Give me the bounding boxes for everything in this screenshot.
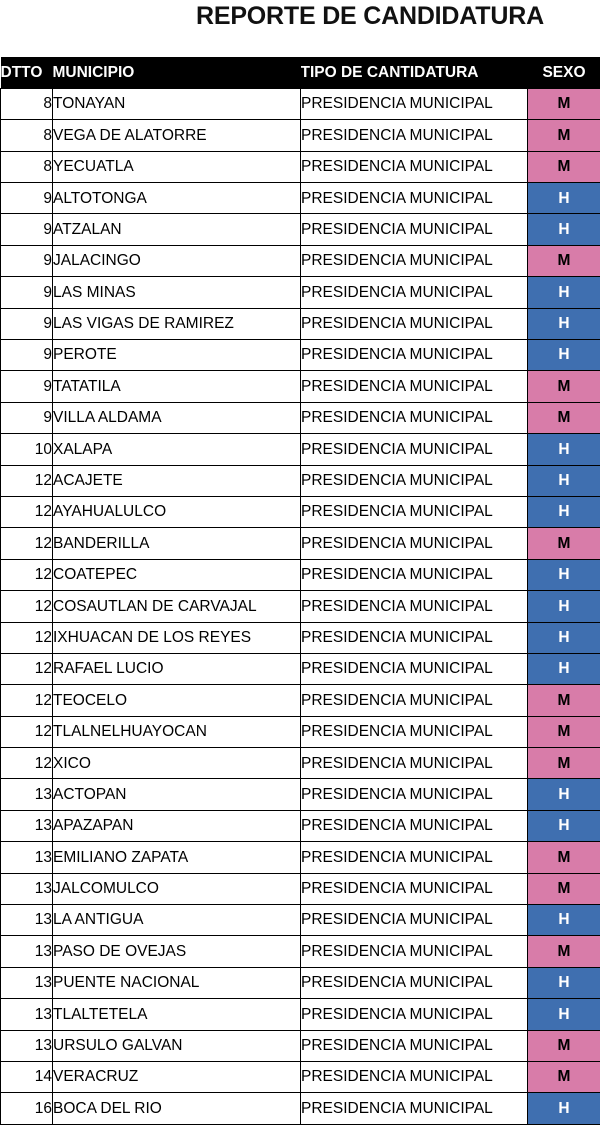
cell-tipo-de-candidatura: PRESIDENCIA MUNICIPAL xyxy=(301,371,528,402)
cell-municipio: EMILIANO ZAPATA xyxy=(53,842,301,873)
cell-sexo: M xyxy=(528,716,600,747)
page-title: REPORTE DE CANDIDATURA xyxy=(196,2,544,30)
cell-municipio: TATATILA xyxy=(53,371,301,402)
table-row xyxy=(1,842,600,873)
cell-municipio: LAS VIGAS DE RAMIREZ xyxy=(53,308,301,339)
table-row xyxy=(1,434,600,465)
cell-dtto: 12 xyxy=(1,716,53,747)
table-row xyxy=(1,1030,600,1061)
cell-dtto: 13 xyxy=(1,873,53,904)
cell-tipo-de-candidatura: PRESIDENCIA MUNICIPAL xyxy=(301,779,528,810)
cell-tipo-de-candidatura: PRESIDENCIA MUNICIPAL xyxy=(301,1093,528,1124)
cell-sexo: H xyxy=(528,1093,600,1124)
cell-tipo-de-candidatura: PRESIDENCIA MUNICIPAL xyxy=(301,716,528,747)
cell-sexo: H xyxy=(528,999,600,1030)
cell-tipo-de-candidatura: PRESIDENCIA MUNICIPAL xyxy=(301,402,528,433)
cell-municipio: JALACINGO xyxy=(53,245,301,276)
cell-municipio: ACAJETE xyxy=(53,465,301,496)
table-row xyxy=(1,967,600,998)
cell-tipo-de-candidatura: PRESIDENCIA MUNICIPAL xyxy=(301,434,528,465)
table-row xyxy=(1,88,600,119)
table-row xyxy=(1,653,600,684)
cell-tipo-de-candidatura: PRESIDENCIA MUNICIPAL xyxy=(301,214,528,245)
cell-dtto: 9 xyxy=(1,371,53,402)
table-row xyxy=(1,277,600,308)
column-header-dtto: DTTO xyxy=(1,57,53,88)
cell-dtto: 9 xyxy=(1,308,53,339)
table-row xyxy=(1,936,600,967)
cell-tipo-de-candidatura: PRESIDENCIA MUNICIPAL xyxy=(301,528,528,559)
cell-municipio: IXHUACAN DE LOS REYES xyxy=(53,622,301,653)
cell-municipio: BOCA DEL RIO xyxy=(53,1093,301,1124)
cell-sexo: M xyxy=(528,873,600,904)
table-body xyxy=(1,88,600,1124)
column-header-sexo: SEXO xyxy=(528,57,600,88)
cell-municipio: COSAUTLAN DE CARVAJAL xyxy=(53,591,301,622)
cell-tipo-de-candidatura: PRESIDENCIA MUNICIPAL xyxy=(301,999,528,1030)
cell-municipio: TLALNELHUAYOCAN xyxy=(53,716,301,747)
cell-municipio: BANDERILLA xyxy=(53,528,301,559)
cell-sexo: H xyxy=(528,779,600,810)
cell-dtto: 13 xyxy=(1,842,53,873)
table-row xyxy=(1,905,600,936)
cell-municipio: AYAHUALULCO xyxy=(53,496,301,527)
column-header-tipo-de-candidatura: TIPO DE CANTIDATURA xyxy=(301,57,528,88)
cell-dtto: 12 xyxy=(1,622,53,653)
cell-dtto: 12 xyxy=(1,591,53,622)
table-row xyxy=(1,685,600,716)
cell-dtto: 13 xyxy=(1,936,53,967)
cell-dtto: 13 xyxy=(1,999,53,1030)
cell-dtto: 12 xyxy=(1,528,53,559)
cell-municipio: YECUATLA xyxy=(53,151,301,182)
table-row xyxy=(1,340,600,371)
cell-sexo: H xyxy=(528,434,600,465)
cell-dtto: 13 xyxy=(1,905,53,936)
cell-tipo-de-candidatura: PRESIDENCIA MUNICIPAL xyxy=(301,1062,528,1093)
table-header xyxy=(1,57,600,88)
cell-tipo-de-candidatura: PRESIDENCIA MUNICIPAL xyxy=(301,748,528,779)
cell-tipo-de-candidatura: PRESIDENCIA MUNICIPAL xyxy=(301,905,528,936)
cell-tipo-de-candidatura: PRESIDENCIA MUNICIPAL xyxy=(301,151,528,182)
cell-dtto: 9 xyxy=(1,340,53,371)
cell-dtto: 13 xyxy=(1,967,53,998)
cell-municipio: VERACRUZ xyxy=(53,1062,301,1093)
cell-tipo-de-candidatura: PRESIDENCIA MUNICIPAL xyxy=(301,873,528,904)
cell-sexo: H xyxy=(528,340,600,371)
candidaturas-table xyxy=(0,57,600,1125)
cell-sexo: H xyxy=(528,277,600,308)
cell-dtto: 9 xyxy=(1,183,53,214)
cell-sexo: M xyxy=(528,245,600,276)
cell-tipo-de-candidatura: PRESIDENCIA MUNICIPAL xyxy=(301,183,528,214)
cell-sexo: H xyxy=(528,308,600,339)
table-row xyxy=(1,591,600,622)
cell-sexo: M xyxy=(528,1062,600,1093)
table-row xyxy=(1,748,600,779)
cell-dtto: 12 xyxy=(1,559,53,590)
table-row xyxy=(1,810,600,841)
cell-tipo-de-candidatura: PRESIDENCIA MUNICIPAL xyxy=(301,88,528,119)
cell-municipio: VEGA DE ALATORRE xyxy=(53,120,301,151)
cell-sexo: H xyxy=(528,622,600,653)
table-row xyxy=(1,496,600,527)
cell-dtto: 13 xyxy=(1,810,53,841)
table-row xyxy=(1,873,600,904)
cell-tipo-de-candidatura: PRESIDENCIA MUNICIPAL xyxy=(301,936,528,967)
cell-municipio: XICO xyxy=(53,748,301,779)
cell-sexo: H xyxy=(528,967,600,998)
cell-sexo: M xyxy=(528,151,600,182)
cell-sexo: H xyxy=(528,183,600,214)
cell-tipo-de-candidatura: PRESIDENCIA MUNICIPAL xyxy=(301,810,528,841)
cell-sexo: M xyxy=(528,748,600,779)
cell-sexo: H xyxy=(528,810,600,841)
cell-tipo-de-candidatura: PRESIDENCIA MUNICIPAL xyxy=(301,277,528,308)
cell-sexo: H xyxy=(528,905,600,936)
cell-tipo-de-candidatura: PRESIDENCIA MUNICIPAL xyxy=(301,842,528,873)
table-row xyxy=(1,402,600,433)
cell-sexo: M xyxy=(528,88,600,119)
cell-tipo-de-candidatura: PRESIDENCIA MUNICIPAL xyxy=(301,496,528,527)
table-row xyxy=(1,183,600,214)
cell-dtto: 12 xyxy=(1,748,53,779)
table-row xyxy=(1,245,600,276)
cell-sexo: M xyxy=(528,936,600,967)
cell-dtto: 13 xyxy=(1,779,53,810)
column-header-municipio: MUNICIPIO xyxy=(53,57,301,88)
cell-dtto: 8 xyxy=(1,120,53,151)
cell-municipio: TLALTETELA xyxy=(53,999,301,1030)
cell-tipo-de-candidatura: PRESIDENCIA MUNICIPAL xyxy=(301,622,528,653)
cell-dtto: 12 xyxy=(1,465,53,496)
cell-sexo: H xyxy=(528,214,600,245)
cell-dtto: 14 xyxy=(1,1062,53,1093)
cell-tipo-de-candidatura: PRESIDENCIA MUNICIPAL xyxy=(301,308,528,339)
table-row xyxy=(1,120,600,151)
table-row xyxy=(1,151,600,182)
cell-tipo-de-candidatura: PRESIDENCIA MUNICIPAL xyxy=(301,465,528,496)
cell-municipio: PEROTE xyxy=(53,340,301,371)
table-row xyxy=(1,779,600,810)
cell-municipio: ALTOTONGA xyxy=(53,183,301,214)
table-header-row xyxy=(1,57,600,88)
cell-tipo-de-candidatura: PRESIDENCIA MUNICIPAL xyxy=(301,340,528,371)
cell-tipo-de-candidatura: PRESIDENCIA MUNICIPAL xyxy=(301,685,528,716)
table-row xyxy=(1,465,600,496)
cell-sexo: H xyxy=(528,591,600,622)
table-row xyxy=(1,371,600,402)
cell-sexo: M xyxy=(528,842,600,873)
cell-dtto: 9 xyxy=(1,277,53,308)
cell-tipo-de-candidatura: PRESIDENCIA MUNICIPAL xyxy=(301,967,528,998)
cell-municipio: XALAPA xyxy=(53,434,301,465)
cell-municipio: APAZAPAN xyxy=(53,810,301,841)
table-row xyxy=(1,1093,600,1124)
cell-dtto: 9 xyxy=(1,245,53,276)
cell-dtto: 8 xyxy=(1,151,53,182)
table-row xyxy=(1,1062,600,1093)
table-row xyxy=(1,716,600,747)
cell-dtto: 12 xyxy=(1,653,53,684)
cell-municipio: JALCOMULCO xyxy=(53,873,301,904)
cell-tipo-de-candidatura: PRESIDENCIA MUNICIPAL xyxy=(301,245,528,276)
cell-municipio: ACTOPAN xyxy=(53,779,301,810)
cell-municipio: LAS MINAS xyxy=(53,277,301,308)
cell-dtto: 9 xyxy=(1,214,53,245)
cell-municipio: URSULO GALVAN xyxy=(53,1030,301,1061)
cell-municipio: LA ANTIGUA xyxy=(53,905,301,936)
cell-sexo: H xyxy=(528,496,600,527)
cell-sexo: M xyxy=(528,528,600,559)
cell-sexo: M xyxy=(528,1030,600,1061)
cell-tipo-de-candidatura: PRESIDENCIA MUNICIPAL xyxy=(301,653,528,684)
cell-municipio: PUENTE NACIONAL xyxy=(53,967,301,998)
cell-municipio: RAFAEL LUCIO xyxy=(53,653,301,684)
table-row xyxy=(1,308,600,339)
cell-sexo: M xyxy=(528,685,600,716)
cell-dtto: 12 xyxy=(1,685,53,716)
cell-dtto: 16 xyxy=(1,1093,53,1124)
cell-sexo: H xyxy=(528,465,600,496)
cell-sexo: M xyxy=(528,371,600,402)
table-row xyxy=(1,622,600,653)
cell-dtto: 12 xyxy=(1,496,53,527)
cell-tipo-de-candidatura: PRESIDENCIA MUNICIPAL xyxy=(301,1030,528,1061)
cell-dtto: 9 xyxy=(1,402,53,433)
cell-dtto: 13 xyxy=(1,1030,53,1061)
cell-sexo: H xyxy=(528,559,600,590)
cell-sexo: H xyxy=(528,653,600,684)
cell-municipio: COATEPEC xyxy=(53,559,301,590)
cell-dtto: 8 xyxy=(1,88,53,119)
cell-municipio: TONAYAN xyxy=(53,88,301,119)
table-row xyxy=(1,559,600,590)
cell-municipio: PASO DE OVEJAS xyxy=(53,936,301,967)
cell-tipo-de-candidatura: PRESIDENCIA MUNICIPAL xyxy=(301,559,528,590)
cell-tipo-de-candidatura: PRESIDENCIA MUNICIPAL xyxy=(301,591,528,622)
table-row xyxy=(1,528,600,559)
cell-municipio: TEOCELO xyxy=(53,685,301,716)
cell-municipio: VILLA ALDAMA xyxy=(53,402,301,433)
cell-sexo: M xyxy=(528,402,600,433)
cell-dtto: 10 xyxy=(1,434,53,465)
cell-sexo: M xyxy=(528,120,600,151)
cell-municipio: ATZALAN xyxy=(53,214,301,245)
table-row xyxy=(1,214,600,245)
table-row xyxy=(1,999,600,1030)
cell-tipo-de-candidatura: PRESIDENCIA MUNICIPAL xyxy=(301,120,528,151)
